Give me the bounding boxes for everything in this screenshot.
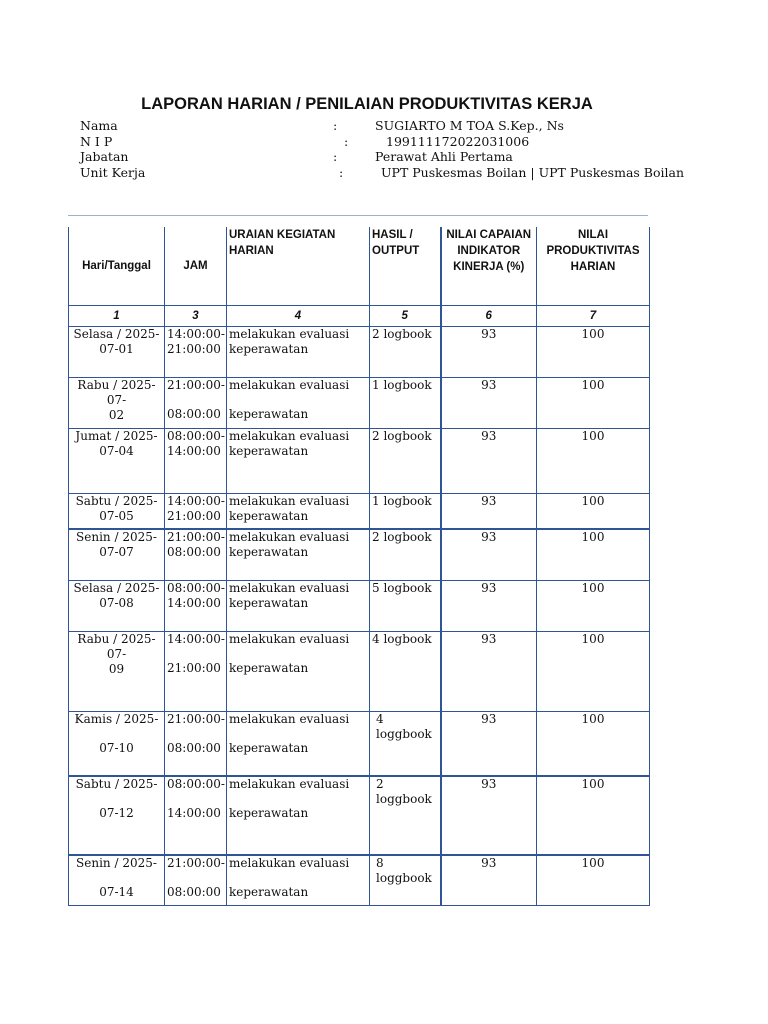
activity-line: keperawatan [229, 885, 309, 899]
activity-cell [227, 529, 370, 580]
activity-line: keperawatan [229, 595, 309, 610]
time-cell [165, 326, 227, 377]
info-value-nip: 199111172022031006 [386, 133, 530, 149]
time-cell [165, 631, 227, 711]
productivity-cell: 100 [537, 711, 650, 776]
output-cell: 1 logbook [370, 493, 441, 529]
achievement-cell: 93 [441, 631, 537, 711]
info-row-jabatan [80, 149, 700, 165]
date-cell [69, 580, 165, 631]
time-line: 08:00:00- [167, 428, 225, 443]
activity-line: melakukan evaluasi [229, 856, 350, 870]
date-line: Kamis / 2025- [74, 711, 159, 726]
activity-cell [227, 711, 370, 776]
time-cell [165, 529, 227, 580]
productivity-cell: 100 [537, 377, 650, 428]
achievement-cell: 93 [441, 711, 537, 776]
output-cell: 1 logbook [370, 377, 441, 428]
info-value-jabatan: Perawat Ahli Pertama [375, 149, 513, 164]
time-line: 08:00:00 [167, 740, 221, 755]
date-line: 07- [106, 646, 127, 661]
date-cell [69, 631, 165, 711]
activity-line: keperawatan [229, 806, 309, 820]
output-line: 2 [376, 777, 384, 791]
time-line: 08:00:00 [167, 406, 221, 421]
column-number-row [69, 305, 650, 326]
table-row [69, 855, 650, 905]
date-line: Jumat / 2025- [75, 428, 158, 443]
activity-cell [227, 326, 370, 377]
productivity-cell: 100 [537, 326, 650, 377]
time-cell [165, 428, 227, 493]
time-line: 14:00:00- [167, 326, 225, 341]
info-label: Unit Kerja [80, 164, 146, 180]
activity-cell [227, 776, 370, 855]
activity-cell [227, 428, 370, 493]
achievement-cell: 93 [441, 326, 537, 377]
time-line: 14:00:00 [167, 595, 221, 610]
time-line: 21:00:00 [167, 508, 221, 523]
time-cell [165, 377, 227, 428]
date-cell [69, 529, 165, 580]
achievement-cell: 93 [441, 776, 537, 855]
table-header-row [69, 227, 650, 305]
output-cell [370, 776, 441, 855]
time-line: 21:00:00- [167, 711, 225, 726]
info-row-name [80, 118, 700, 134]
activity-line: melakukan evaluasi [229, 711, 350, 726]
info-row-nip [80, 134, 700, 150]
time-line: 21:00:00- [167, 377, 225, 392]
productivity-cell: 100 [537, 580, 650, 631]
activity-line: melakukan evaluasi [229, 326, 350, 341]
table-row [69, 493, 650, 529]
time-line: 08:00:00 [167, 885, 221, 899]
date-line: 07-01 [99, 341, 134, 356]
date-cell [69, 855, 165, 905]
table-row [69, 529, 650, 580]
info-row-unit [80, 165, 700, 181]
time-line: 21:00:00 [167, 341, 221, 356]
output-line: loggbook [376, 871, 432, 885]
header-output: HASIL / OUTPUT [370, 227, 441, 305]
info-colon: : [333, 149, 338, 164]
info-colon: : [333, 118, 338, 133]
table-row [69, 631, 650, 711]
activity-cell [227, 855, 370, 905]
activity-cell [227, 493, 370, 529]
date-cell [69, 493, 165, 529]
date-line: Senin / 2025- [76, 856, 157, 870]
time-cell [165, 711, 227, 776]
output-line: 4 [376, 711, 384, 726]
date-cell [69, 326, 165, 377]
info-value-name: SUGIARTO M TOA S.Kep., Ns [375, 118, 564, 133]
productivity-cell: 100 [537, 529, 650, 580]
date-line: Sabtu / 2025- [75, 493, 158, 508]
date-line: 02 [108, 407, 125, 422]
column-number: 3 [165, 305, 227, 326]
date-line: 07-07 [99, 545, 134, 559]
date-line: 07-08 [99, 595, 134, 610]
output-line: loggbook [376, 792, 432, 806]
time-line: 21:00:00- [167, 856, 225, 870]
date-line: 07-05 [99, 508, 134, 523]
activity-line: keperawatan [229, 443, 309, 458]
output-cell: 2 logbook [370, 326, 441, 377]
output-cell [370, 855, 441, 905]
info-label: Jabatan [80, 149, 129, 164]
info-colon: : [339, 164, 344, 180]
info-label: N I P [80, 133, 113, 149]
achievement-cell: 93 [441, 428, 537, 493]
activity-line: melakukan evaluasi [229, 631, 350, 646]
date-line: 09 [108, 661, 125, 676]
productivity-cell: 100 [537, 855, 650, 905]
header-time: JAM [165, 227, 227, 305]
activity-cell [227, 580, 370, 631]
activity-line: keperawatan [229, 341, 309, 356]
time-line: 14:00:00 [167, 443, 221, 458]
activity-line: melakukan evaluasi [229, 428, 350, 443]
output-cell: 5 logbook [370, 580, 441, 631]
info-value-unit: UPT Puskesmas Boilan | UPT Puskesmas Boilan [381, 164, 685, 180]
date-cell [69, 711, 165, 776]
time-cell [165, 493, 227, 529]
section-divider [68, 215, 648, 216]
header-date: Hari/Tanggal [69, 227, 165, 305]
output-line: 8 [376, 856, 384, 870]
activity-line: melakukan evaluasi [229, 493, 350, 508]
header-activity: URAIAN KEGIATAN HARIAN [227, 227, 370, 305]
output-cell: 4 logbook [370, 631, 441, 711]
productivity-cell: 100 [537, 631, 650, 711]
table-row [69, 326, 650, 377]
time-line: 14:00:00 [167, 806, 221, 820]
activity-line: keperawatan [229, 545, 309, 559]
date-line: 07-10 [99, 740, 134, 755]
date-cell [69, 776, 165, 855]
achievement-cell: 93 [441, 377, 537, 428]
table-row [69, 377, 650, 428]
date-line: Selasa / 2025- [73, 326, 160, 341]
productivity-cell: 100 [537, 493, 650, 529]
time-cell [165, 855, 227, 905]
header-achievement: NILAI CAPAIAN INDIKATOR KINERJA (%) [441, 227, 537, 305]
productivity-cell: 100 [537, 776, 650, 855]
date-line: Rabu / 2025- [77, 377, 156, 392]
header-productivity: NILAI PRODUKTIVITAS HARIAN [537, 227, 650, 305]
time-line: 08:00:00- [167, 580, 225, 595]
date-line: Senin / 2025- [76, 530, 157, 544]
date-line: 07-12 [99, 806, 134, 820]
column-number: 6 [441, 305, 537, 326]
time-line: 14:00:00- [167, 493, 225, 508]
date-line: 07- [106, 392, 127, 407]
output-cell: 2 logbook [370, 529, 441, 580]
table-row [69, 580, 650, 631]
info-label: Nama [80, 118, 118, 133]
time-line: 21:00:00- [167, 530, 225, 544]
table-row [69, 776, 650, 855]
achievement-cell: 93 [441, 529, 537, 580]
date-line: 07-04 [99, 443, 134, 458]
document-title: LAPORAN HARIAN / PENILAIAN PRODUKTIVITAS KERJA [141, 95, 593, 113]
time-line: 08:00:00 [167, 545, 221, 559]
activity-line: melakukan evaluasi [229, 777, 350, 791]
output-cell [370, 711, 441, 776]
date-line: Selasa / 2025- [73, 580, 160, 595]
activity-cell [227, 377, 370, 428]
achievement-cell: 93 [441, 493, 537, 529]
time-line: 08:00:00- [167, 777, 225, 791]
activity-line: keperawatan [229, 740, 309, 755]
activity-line: melakukan evaluasi [229, 580, 350, 595]
activity-line: keperawatan [229, 406, 309, 421]
employee-info [80, 118, 700, 180]
date-cell [69, 377, 165, 428]
table-row [69, 428, 650, 493]
output-cell: 2 logbook [370, 428, 441, 493]
date-line: 07-14 [99, 885, 134, 899]
productivity-cell: 100 [537, 428, 650, 493]
time-cell [165, 776, 227, 855]
activity-line: melakukan evaluasi [229, 530, 350, 544]
column-number: 7 [537, 305, 650, 326]
achievement-cell: 93 [441, 855, 537, 905]
info-colon: : [344, 133, 349, 149]
column-number: 4 [227, 305, 370, 326]
time-line: 14:00:00- [167, 631, 225, 646]
column-number: 1 [69, 305, 165, 326]
column-number: 5 [370, 305, 441, 326]
date-cell [69, 428, 165, 493]
date-line: Rabu / 2025- [77, 631, 156, 646]
table-row [69, 711, 650, 776]
time-line: 21:00:00 [167, 660, 221, 675]
activity-cell [227, 631, 370, 711]
activity-line: keperawatan [229, 508, 309, 523]
achievement-cell: 93 [441, 580, 537, 631]
daily-report-table [68, 227, 650, 906]
activity-line: keperawatan [229, 660, 309, 675]
time-cell [165, 580, 227, 631]
output-line: loggbook [376, 726, 432, 741]
activity-line: melakukan evaluasi [229, 377, 350, 392]
date-line: Sabtu / 2025- [75, 777, 158, 791]
